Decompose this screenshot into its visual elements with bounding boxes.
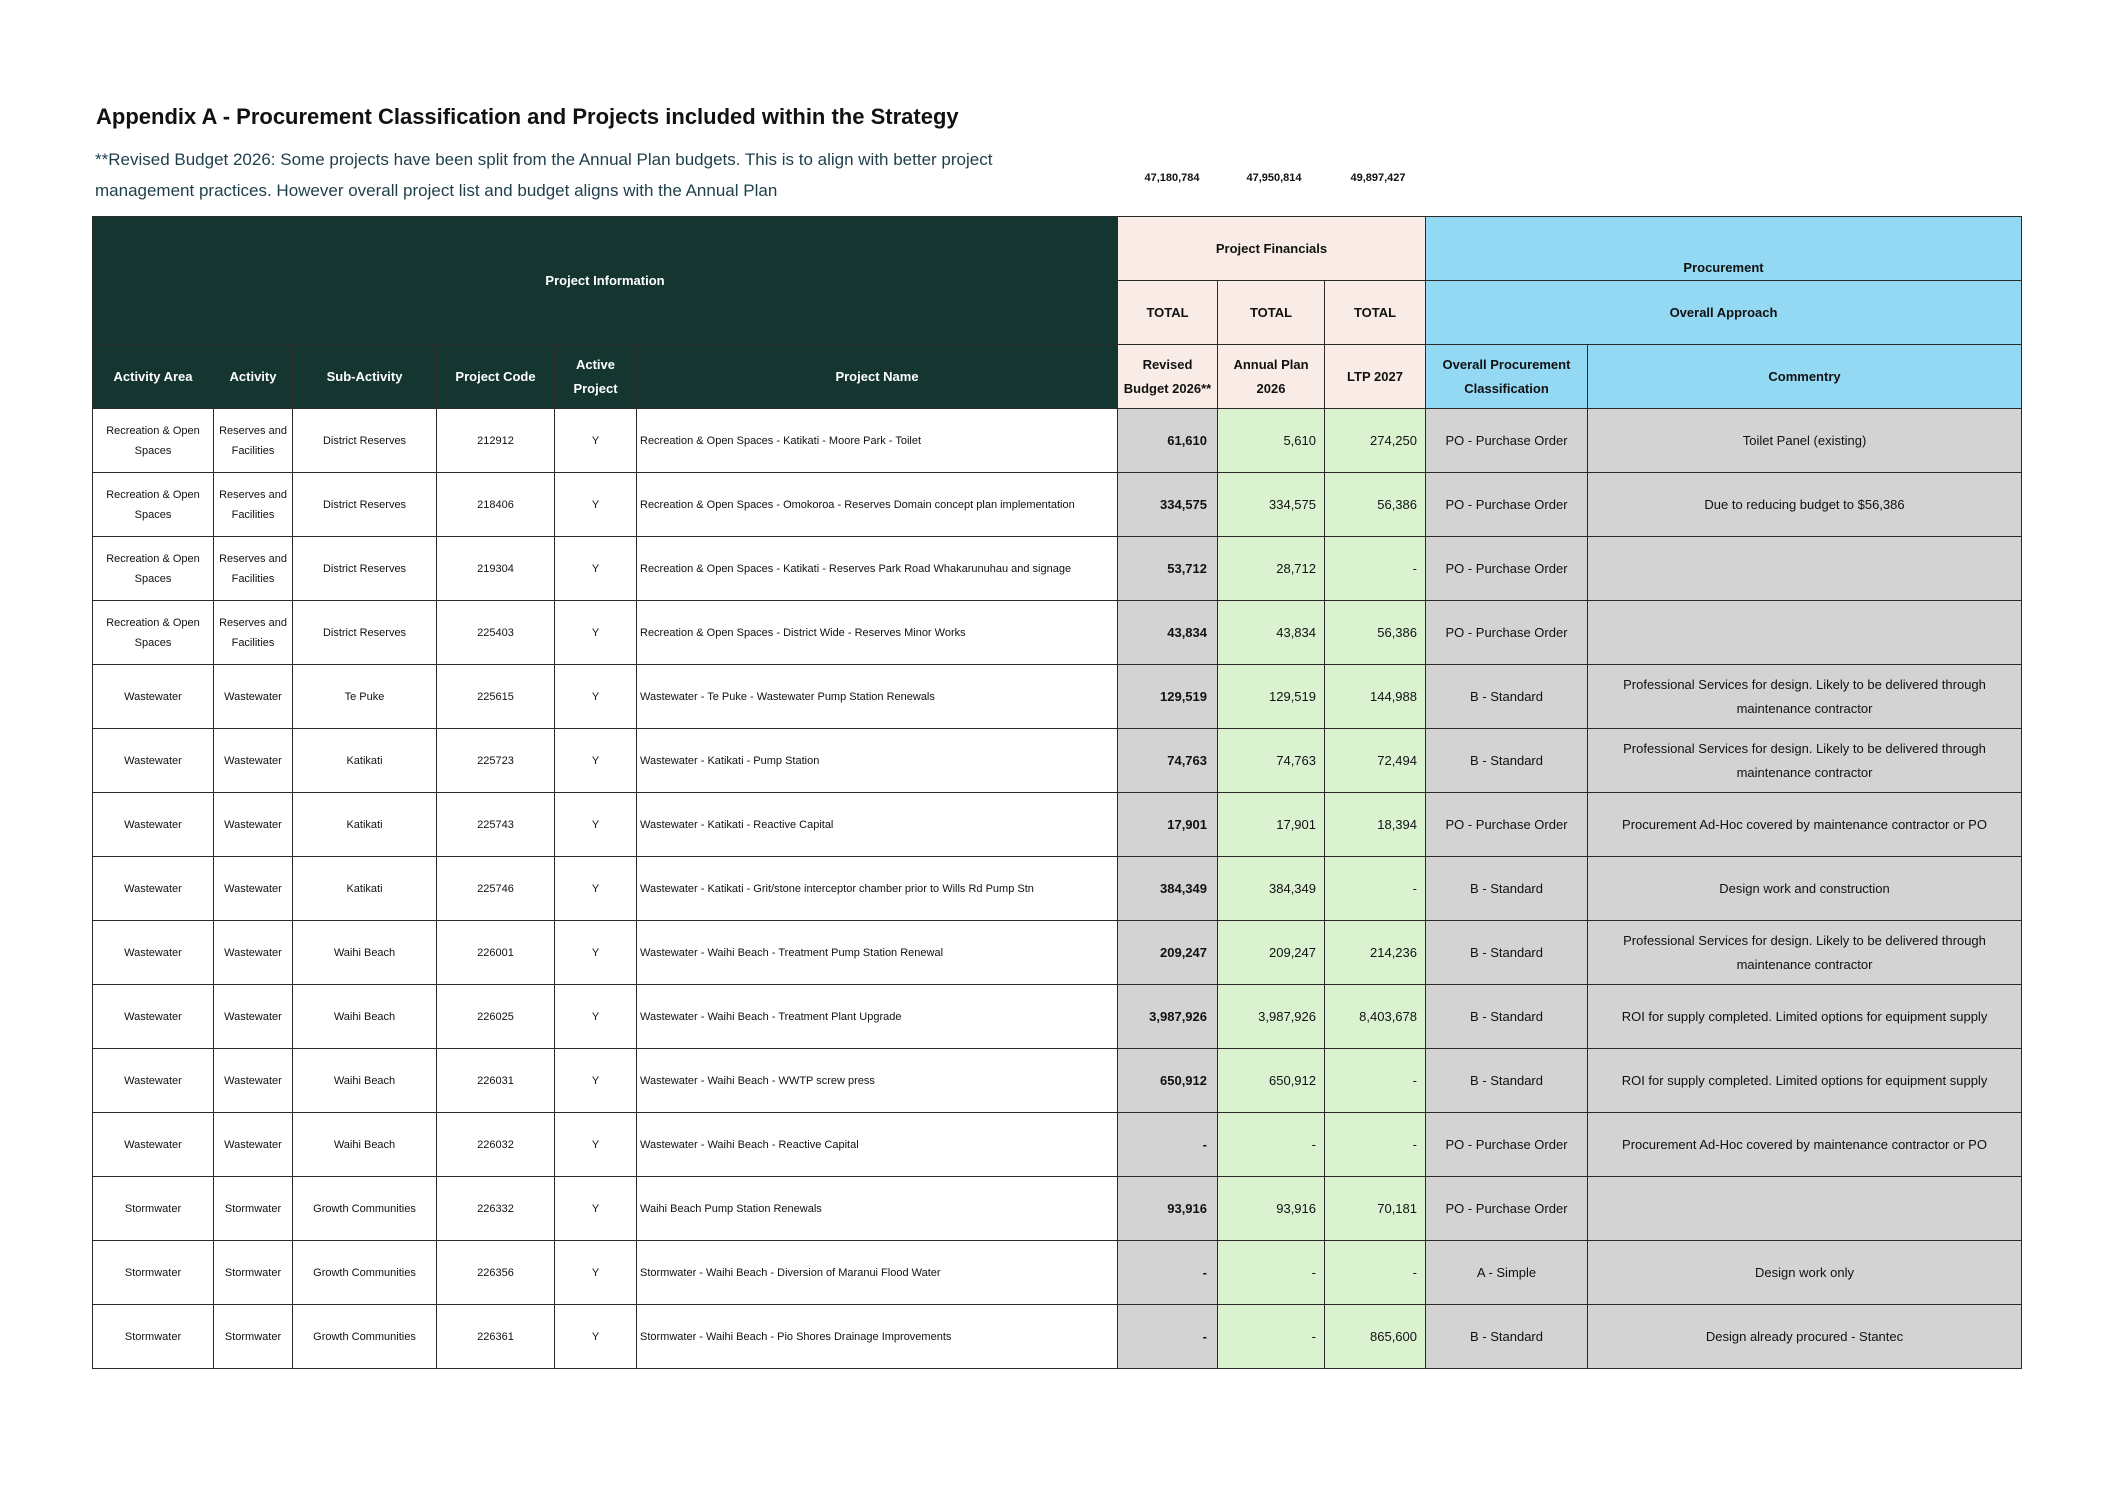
cell-annual-plan: 5,610 <box>1218 409 1325 473</box>
group-project-information: Project Information <box>93 217 1118 345</box>
table-row <box>93 857 2022 921</box>
col-activity: Activity <box>214 345 293 409</box>
cell-project-code: 226001 <box>437 921 555 985</box>
cell-annual-plan: 3,987,926 <box>1218 985 1325 1049</box>
cell-annual-plan: 93,916 <box>1218 1177 1325 1241</box>
cell-classification: B - Standard <box>1426 985 1588 1049</box>
col-classification: Overall Procurement Classification <box>1426 345 1588 409</box>
cell-classification: PO - Purchase Order <box>1426 1113 1588 1177</box>
cell-project-name: Stormwater - Waihi Beach - Pio Shores Drainage Improvements <box>637 1305 1118 1369</box>
cell-revised-budget: 93,916 <box>1118 1177 1218 1241</box>
cell-project-code: 225403 <box>437 601 555 665</box>
table-row <box>93 601 2022 665</box>
cell-commentary: Due to reducing budget to $56,386 <box>1588 473 2022 537</box>
cell-activity-area: Wastewater <box>93 985 214 1049</box>
cell-project-code: 226031 <box>437 1049 555 1113</box>
cell-commentary: Design work only <box>1588 1241 2022 1305</box>
cell-project-code: 225746 <box>437 857 555 921</box>
cell-classification: PO - Purchase Order <box>1426 601 1588 665</box>
cell-activity-area: Recreation & Open Spaces <box>93 537 214 601</box>
cell-project-code: 219304 <box>437 537 555 601</box>
cell-sub-activity: District Reserves <box>293 601 437 665</box>
col-active-project: Active Project <box>555 345 637 409</box>
cell-project-code: 212912 <box>437 409 555 473</box>
cell-sub-activity: Katikati <box>293 793 437 857</box>
cell-sub-activity: District Reserves <box>293 537 437 601</box>
cell-commentary: ROI for supply completed. Limited options for equipment supply <box>1588 1049 2022 1113</box>
col-ltp: LTP 2027 <box>1325 345 1426 409</box>
cell-annual-plan: 74,763 <box>1218 729 1325 793</box>
cell-project-code: 225615 <box>437 665 555 729</box>
cell-revised-budget: - <box>1118 1241 1218 1305</box>
cell-active-project: Y <box>555 601 637 665</box>
total-revised-budget: 47,180,784 <box>1144 172 1200 184</box>
table-row <box>93 665 2022 729</box>
cell-revised-budget: - <box>1118 1113 1218 1177</box>
procurement-table <box>92 216 2022 1369</box>
page-title: Appendix A - Procurement Classification and Projects included within the Strategy <box>96 104 959 129</box>
cell-commentary: Design work and construction <box>1588 857 2022 921</box>
col-annual-plan: Annual Plan 2026 <box>1218 345 1325 409</box>
cell-active-project: Y <box>555 537 637 601</box>
cell-active-project: Y <box>555 729 637 793</box>
cell-revised-budget: 3,987,926 <box>1118 985 1218 1049</box>
table-row <box>93 537 2022 601</box>
cell-annual-plan: - <box>1218 1241 1325 1305</box>
cell-project-name: Wastewater - Waihi Beach - Reactive Capital <box>637 1113 1118 1177</box>
cell-activity-area: Wastewater <box>93 1113 214 1177</box>
cell-classification: B - Standard <box>1426 729 1588 793</box>
cell-annual-plan: 43,834 <box>1218 601 1325 665</box>
cell-sub-activity: Growth Communities <box>293 1241 437 1305</box>
cell-annual-plan: 334,575 <box>1218 473 1325 537</box>
cell-revised-budget: - <box>1118 1305 1218 1369</box>
cell-revised-budget: 209,247 <box>1118 921 1218 985</box>
col-activity-area: Activity Area <box>93 345 214 409</box>
cell-sub-activity: Te Puke <box>293 665 437 729</box>
cell-sub-activity: Waihi Beach <box>293 985 437 1049</box>
cell-classification: A - Simple <box>1426 1241 1588 1305</box>
cell-annual-plan: 129,519 <box>1218 665 1325 729</box>
cell-ltp: - <box>1325 1049 1426 1113</box>
cell-revised-budget: 129,519 <box>1118 665 1218 729</box>
cell-revised-budget: 74,763 <box>1118 729 1218 793</box>
cell-activity: Wastewater <box>214 921 293 985</box>
cell-activity: Stormwater <box>214 1241 293 1305</box>
cell-sub-activity: Waihi Beach <box>293 1113 437 1177</box>
cell-activity-area: Wastewater <box>93 921 214 985</box>
cell-revised-budget: 334,575 <box>1118 473 1218 537</box>
cell-active-project: Y <box>555 985 637 1049</box>
cell-classification: PO - Purchase Order <box>1426 537 1588 601</box>
cell-activity: Stormwater <box>214 1305 293 1369</box>
table-row <box>93 1113 2022 1177</box>
cell-classification: PO - Purchase Order <box>1426 473 1588 537</box>
cell-ltp: 8,403,678 <box>1325 985 1426 1049</box>
cell-active-project: Y <box>555 665 637 729</box>
cell-project-code: 226332 <box>437 1177 555 1241</box>
cell-activity: Stormwater <box>214 1177 293 1241</box>
cell-revised-budget: 43,834 <box>1118 601 1218 665</box>
cell-activity: Wastewater <box>214 985 293 1049</box>
cell-classification: B - Standard <box>1426 665 1588 729</box>
cell-active-project: Y <box>555 1305 637 1369</box>
col-commentary: Commentry <box>1588 345 2022 409</box>
cell-activity: Wastewater <box>214 1049 293 1113</box>
cell-project-code: 225723 <box>437 729 555 793</box>
cell-commentary: Professional Services for design. Likely to be delivered through maintenance contractor <box>1588 665 2022 729</box>
cell-active-project: Y <box>555 1049 637 1113</box>
cell-ltp: 144,988 <box>1325 665 1426 729</box>
cell-active-project: Y <box>555 1113 637 1177</box>
total-label-ltp: TOTAL <box>1325 281 1426 345</box>
cell-activity-area: Stormwater <box>93 1177 214 1241</box>
cell-project-name: Wastewater - Te Puke - Wastewater Pump Station Renewals <box>637 665 1118 729</box>
table-row <box>93 1049 2022 1113</box>
cell-project-name: Wastewater - Waihi Beach - Treatment Pump Station Renewal <box>637 921 1118 985</box>
cell-activity-area: Recreation & Open Spaces <box>93 601 214 665</box>
cell-activity: Wastewater <box>214 793 293 857</box>
table-row <box>93 921 2022 985</box>
cell-classification: PO - Purchase Order <box>1426 409 1588 473</box>
table-row <box>93 1177 2022 1241</box>
cell-activity-area: Recreation & Open Spaces <box>93 473 214 537</box>
cell-project-code: 226361 <box>437 1305 555 1369</box>
cell-annual-plan: - <box>1218 1305 1325 1369</box>
cell-commentary <box>1588 601 2022 665</box>
col-revised-budget: Revised Budget 2026** <box>1118 345 1218 409</box>
cell-project-name: Stormwater - Waihi Beach - Diversion of Maranui Flood Water <box>637 1241 1118 1305</box>
cell-sub-activity: Katikati <box>293 857 437 921</box>
cell-revised-budget: 17,901 <box>1118 793 1218 857</box>
cell-activity-area: Wastewater <box>93 1049 214 1113</box>
cell-activity: Wastewater <box>214 1113 293 1177</box>
cell-sub-activity: Growth Communities <box>293 1177 437 1241</box>
cell-project-code: 226025 <box>437 985 555 1049</box>
cell-project-code: 226356 <box>437 1241 555 1305</box>
cell-activity: Reserves and Facilities <box>214 537 293 601</box>
cell-active-project: Y <box>555 1177 637 1241</box>
col-sub-activity: Sub-Activity <box>293 345 437 409</box>
cell-project-name: Recreation & Open Spaces - Katikati - Reserves Park Road Whakarunuhau and signage <box>637 537 1118 601</box>
cell-activity: Reserves and Facilities <box>214 409 293 473</box>
cell-commentary <box>1588 1177 2022 1241</box>
cell-sub-activity: Waihi Beach <box>293 1049 437 1113</box>
cell-active-project: Y <box>555 857 637 921</box>
cell-ltp: 865,600 <box>1325 1305 1426 1369</box>
cell-project-name: Recreation & Open Spaces - Omokoroa - Reserves Domain concept plan implementation <box>637 473 1118 537</box>
cell-ltp: 56,386 <box>1325 473 1426 537</box>
cell-active-project: Y <box>555 921 637 985</box>
cell-commentary <box>1588 537 2022 601</box>
cell-sub-activity: Growth Communities <box>293 1305 437 1369</box>
cell-annual-plan: 384,349 <box>1218 857 1325 921</box>
cell-project-name: Waihi Beach Pump Station Renewals <box>637 1177 1118 1241</box>
cell-activity-area: Wastewater <box>93 729 214 793</box>
cell-activity: Reserves and Facilities <box>214 601 293 665</box>
table-body <box>93 409 2022 1369</box>
cell-activity: Wastewater <box>214 665 293 729</box>
overall-approach-header: Overall Approach <box>1426 281 2022 345</box>
cell-sub-activity: Katikati <box>293 729 437 793</box>
cell-revised-budget: 650,912 <box>1118 1049 1218 1113</box>
col-project-code: Project Code <box>437 345 555 409</box>
cell-project-code: 218406 <box>437 473 555 537</box>
cell-ltp: 18,394 <box>1325 793 1426 857</box>
cell-annual-plan: 17,901 <box>1218 793 1325 857</box>
cell-commentary: Procurement Ad-Hoc covered by maintenance contractor or PO <box>1588 1113 2022 1177</box>
cell-annual-plan: - <box>1218 1113 1325 1177</box>
table-row <box>93 473 2022 537</box>
cell-activity: Wastewater <box>214 857 293 921</box>
cell-commentary: Professional Services for design. Likely to be delivered through maintenance contractor <box>1588 921 2022 985</box>
cell-classification: B - Standard <box>1426 1305 1588 1369</box>
total-label-revised: TOTAL <box>1118 281 1218 345</box>
total-label-annual: TOTAL <box>1218 281 1325 345</box>
cell-active-project: Y <box>555 793 637 857</box>
cell-activity-area: Wastewater <box>93 665 214 729</box>
total-ltp: 49,897,427 <box>1350 172 1406 184</box>
cell-revised-budget: 384,349 <box>1118 857 1218 921</box>
cell-classification: PO - Purchase Order <box>1426 1177 1588 1241</box>
cell-classification: PO - Purchase Order <box>1426 793 1588 857</box>
cell-annual-plan: 28,712 <box>1218 537 1325 601</box>
cell-ltp: 56,386 <box>1325 601 1426 665</box>
cell-project-name: Recreation & Open Spaces - Katikati - Moore Park - Toilet <box>637 409 1118 473</box>
table-row <box>93 1305 2022 1369</box>
cell-sub-activity: District Reserves <box>293 409 437 473</box>
cell-activity-area: Wastewater <box>93 857 214 921</box>
cell-commentary: Toilet Panel (existing) <box>1588 409 2022 473</box>
cell-sub-activity: Waihi Beach <box>293 921 437 985</box>
cell-active-project: Y <box>555 409 637 473</box>
cell-activity: Wastewater <box>214 729 293 793</box>
cell-project-name: Recreation & Open Spaces - District Wide - Reserves Minor Works <box>637 601 1118 665</box>
cell-annual-plan: 650,912 <box>1218 1049 1325 1113</box>
cell-activity: Reserves and Facilities <box>214 473 293 537</box>
cell-activity-area: Wastewater <box>93 793 214 857</box>
cell-ltp: - <box>1325 857 1426 921</box>
cell-classification: B - Standard <box>1426 857 1588 921</box>
table-row <box>93 729 2022 793</box>
cell-classification: B - Standard <box>1426 921 1588 985</box>
cell-active-project: Y <box>555 473 637 537</box>
cell-activity-area: Stormwater <box>93 1305 214 1369</box>
cell-project-name: Wastewater - Waihi Beach - Treatment Plant Upgrade <box>637 985 1118 1049</box>
cell-project-name: Wastewater - Katikati - Grit/stone interceptor chamber prior to Wills Rd Pump Stn <box>637 857 1118 921</box>
cell-ltp: 214,236 <box>1325 921 1426 985</box>
cell-sub-activity: District Reserves <box>293 473 437 537</box>
cell-revised-budget: 61,610 <box>1118 409 1218 473</box>
table-row <box>93 985 2022 1049</box>
col-project-name: Project Name <box>637 345 1118 409</box>
group-procurement: Procurement <box>1426 217 2022 281</box>
cell-ltp: 274,250 <box>1325 409 1426 473</box>
cell-commentary: Procurement Ad-Hoc covered by maintenance contractor or PO <box>1588 793 2022 857</box>
cell-ltp: 72,494 <box>1325 729 1426 793</box>
cell-revised-budget: 53,712 <box>1118 537 1218 601</box>
cell-ltp: - <box>1325 1241 1426 1305</box>
cell-activity-area: Stormwater <box>93 1241 214 1305</box>
cell-project-code: 225743 <box>437 793 555 857</box>
cell-ltp: - <box>1325 537 1426 601</box>
cell-active-project: Y <box>555 1241 637 1305</box>
cell-ltp: - <box>1325 1113 1426 1177</box>
table-row <box>93 409 2022 473</box>
cell-activity-area: Recreation & Open Spaces <box>93 409 214 473</box>
cell-classification: B - Standard <box>1426 1049 1588 1113</box>
table-row <box>93 1241 2022 1305</box>
cell-project-code: 226032 <box>437 1113 555 1177</box>
cell-project-name: Wastewater - Waihi Beach - WWTP screw press <box>637 1049 1118 1113</box>
cell-project-name: Wastewater - Katikati - Reactive Capital <box>637 793 1118 857</box>
cell-commentary: ROI for supply completed. Limited options for equipment supply <box>1588 985 2022 1049</box>
revised-budget-note: **Revised Budget 2026: Some projects have been split from the Annual Plan budgets. This is to align with better project management practices. However overall project list and budget aligns with the Annual Plan <box>95 150 993 200</box>
table-row <box>93 793 2022 857</box>
cell-commentary: Design already procured - Stantec <box>1588 1305 2022 1369</box>
cell-project-name: Wastewater - Katikati - Pump Station <box>637 729 1118 793</box>
group-project-financials: Project Financials <box>1118 217 1426 281</box>
cell-annual-plan: 209,247 <box>1218 921 1325 985</box>
cell-commentary: Professional Services for design. Likely to be delivered through maintenance contractor <box>1588 729 2022 793</box>
cell-ltp: 70,181 <box>1325 1177 1426 1241</box>
total-annual-plan: 47,950,814 <box>1246 172 1302 184</box>
